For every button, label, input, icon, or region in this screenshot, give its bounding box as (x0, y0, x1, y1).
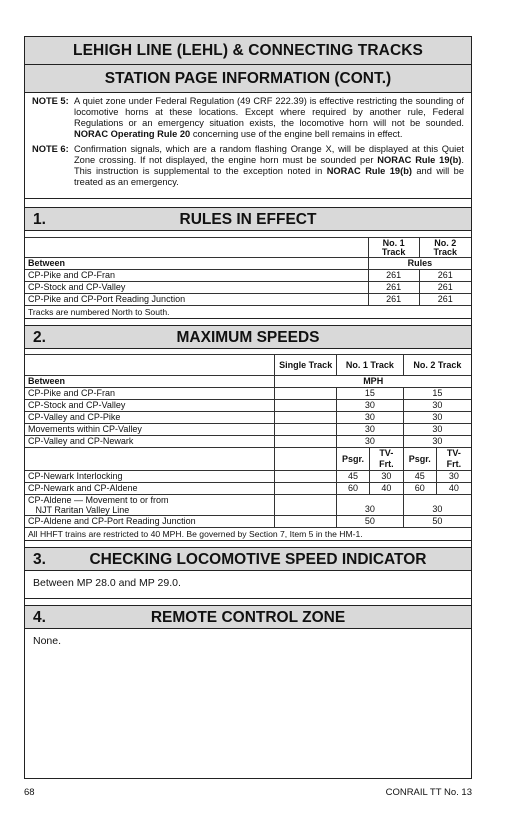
timetable-page (24, 36, 472, 779)
table-row (25, 270, 471, 282)
note-label: NOTE 6: (32, 144, 69, 154)
speeds-table (25, 354, 471, 528)
table-cell: CP-Stock and CP-Valley (25, 282, 368, 294)
rules-table (25, 237, 471, 306)
section-rules-header (25, 207, 471, 231)
section-number: 1. (33, 211, 46, 228)
table-cell: CP-Valley and CP-Pike (25, 412, 275, 424)
note-fragment: concerning use of the engine bell remains in effect. (190, 129, 403, 139)
table-cell: 30 (336, 495, 403, 516)
table-cell: 45 (403, 471, 436, 483)
col-mph: MPH (275, 376, 471, 388)
table-cell: 261 (419, 270, 471, 282)
table-cell: TV-Frt. (369, 448, 403, 471)
page-subtitle: STATION PAGE INFORMATION (CONT.) (25, 65, 471, 93)
table-cell: 261 (419, 282, 471, 294)
table-cell: 30 (336, 400, 403, 412)
table-cell: 30 (403, 436, 471, 448)
table-row (25, 424, 471, 436)
table-row (25, 412, 471, 424)
col-single: Single Track (275, 355, 337, 376)
table-cell (275, 483, 337, 495)
note-text (74, 144, 464, 188)
note-text (74, 96, 464, 140)
table-cell (275, 436, 337, 448)
col-track1: No. 1 Track (368, 238, 419, 258)
table-cell: 15 (403, 388, 471, 400)
table-cell: 40 (436, 483, 471, 495)
table-row (25, 400, 471, 412)
table-cell: 261 (368, 270, 419, 282)
table-cell: 30 (336, 412, 403, 424)
col-between: Between (25, 258, 368, 270)
table-cell: CP-Stock and CP-Valley (25, 400, 275, 412)
table-cell: CP-Newark and CP-Aldene (25, 483, 275, 495)
table-cell: CP-Pike and CP-Port Reading Junction (25, 294, 368, 306)
remote-text: None. (33, 635, 62, 647)
table-cell: 30 (403, 412, 471, 424)
table-cell: 50 (403, 516, 471, 528)
table-cell: 60 (336, 483, 369, 495)
table-cell (275, 471, 337, 483)
section-speed-indicator-header (25, 547, 471, 571)
col-track1: No. 1 Track (336, 355, 403, 376)
blank-cell (25, 355, 275, 376)
table-cell: CP-Newark Interlocking (25, 471, 275, 483)
note-fragment: and will be treated as an emergency. (74, 166, 464, 187)
table-row (25, 282, 471, 294)
table-cell: 261 (368, 294, 419, 306)
note-fragment: A quiet zone under Federal Regulation (49 CRF 222.39) is effective restricting the sounding of locomotive horns at these locations. Except where required by another rule, Federal Regulations or an emergency situation exists, the locomotive horn will not be sounded. (74, 96, 464, 128)
spacer (25, 199, 471, 207)
table-cell: CP-Aldene — Movement to or from NJT Raritan Valley Line (25, 495, 275, 516)
table-cell: 60 (403, 483, 436, 495)
table-cell: CP-Pike and CP-Fran (25, 388, 275, 400)
table-row (25, 294, 471, 306)
table-cell: 15 (336, 388, 403, 400)
table-cell (275, 388, 337, 400)
section-number: 4. (33, 609, 46, 626)
col-between: Between (25, 376, 275, 388)
note-item (32, 96, 464, 140)
table-cell: CP-Aldene and CP-Port Reading Junction (25, 516, 275, 528)
section-number: 2. (33, 329, 46, 346)
table-cell: 30 (336, 424, 403, 436)
table-cell: 40 (369, 483, 403, 495)
table-cell (25, 448, 275, 471)
table-cell: 30 (403, 400, 471, 412)
page-number: 68 (24, 787, 35, 798)
table-cell: 30 (403, 495, 471, 516)
table-cell: 50 (336, 516, 403, 528)
table-cell: Psgr. (403, 448, 436, 471)
speeds-footnote: All HHFT trains are restricted to 40 MPH. Be governed by Section 7, Item 5 in the HM-1. (25, 528, 471, 541)
table-cell: 261 (368, 282, 419, 294)
blank-cell (25, 238, 368, 258)
section-number: 3. (33, 551, 46, 568)
notes-block (25, 93, 471, 199)
table-row (25, 388, 471, 400)
table-cell: 30 (336, 436, 403, 448)
note-fragment: Confirmation signals, which are a random flashing Orange X, will be displayed at this Quiet Zone crossing. If not displayed, the engine horn must be sounded per (74, 144, 464, 165)
col-track2: No. 2 Track (419, 238, 471, 258)
table-cell (275, 424, 337, 436)
page-title: LEHIGH LINE (LEHL) & CONNECTING TRACKS (25, 37, 471, 65)
table-cell: 30 (436, 471, 471, 483)
table-subheader-row (25, 448, 471, 471)
table-cell: CP-Pike and CP-Fran (25, 270, 368, 282)
table-cell (275, 495, 337, 516)
table-row (25, 436, 471, 448)
table-cell (275, 412, 337, 424)
col-track2: No. 2 Track (403, 355, 471, 376)
table-cell: 30 (403, 424, 471, 436)
speed-indicator-text: Between MP 28.0 and MP 29.0. (25, 571, 471, 599)
section-title: RULES IN EFFECT (179, 211, 317, 228)
table-cell (275, 448, 337, 471)
note-fragment: . This instruction is supplemental to the exception noted in (74, 155, 464, 176)
rule-reference: NORAC Rule 19(b) (326, 166, 412, 176)
table-row (25, 495, 471, 516)
table-row (25, 471, 471, 483)
table-cell: Movements within CP-Valley (25, 424, 275, 436)
table-cell: TV-Frt. (436, 448, 471, 471)
table-row (25, 516, 471, 528)
table-cell: 30 (369, 471, 403, 483)
table-cell: 261 (419, 294, 471, 306)
table-cell: Psgr. (336, 448, 369, 471)
table-cell: 45 (336, 471, 369, 483)
table-cell (275, 516, 337, 528)
section-title: MAXIMUM SPEEDS (176, 329, 320, 346)
section-speeds-header (25, 325, 471, 349)
document-name: CONRAIL TT No. 13 (385, 787, 472, 798)
note-item (32, 144, 464, 188)
table-cell (275, 400, 337, 412)
rule-reference: NORAC Operating Rule 20 (74, 129, 191, 139)
section-title: CHECKING LOCOMOTIVE SPEED INDICATOR (89, 551, 427, 568)
rule-reference: NORAC Rule 19(b) (377, 155, 462, 165)
section-remote-header (25, 605, 471, 629)
section-title: REMOTE CONTROL ZONE (150, 609, 346, 626)
table-cell: CP-Valley and CP-Newark (25, 436, 275, 448)
table-row (25, 483, 471, 495)
note-label: NOTE 5: (32, 96, 69, 106)
col-rules: Rules (368, 258, 471, 270)
rules-footnote: Tracks are numbered North to South. (25, 306, 471, 319)
